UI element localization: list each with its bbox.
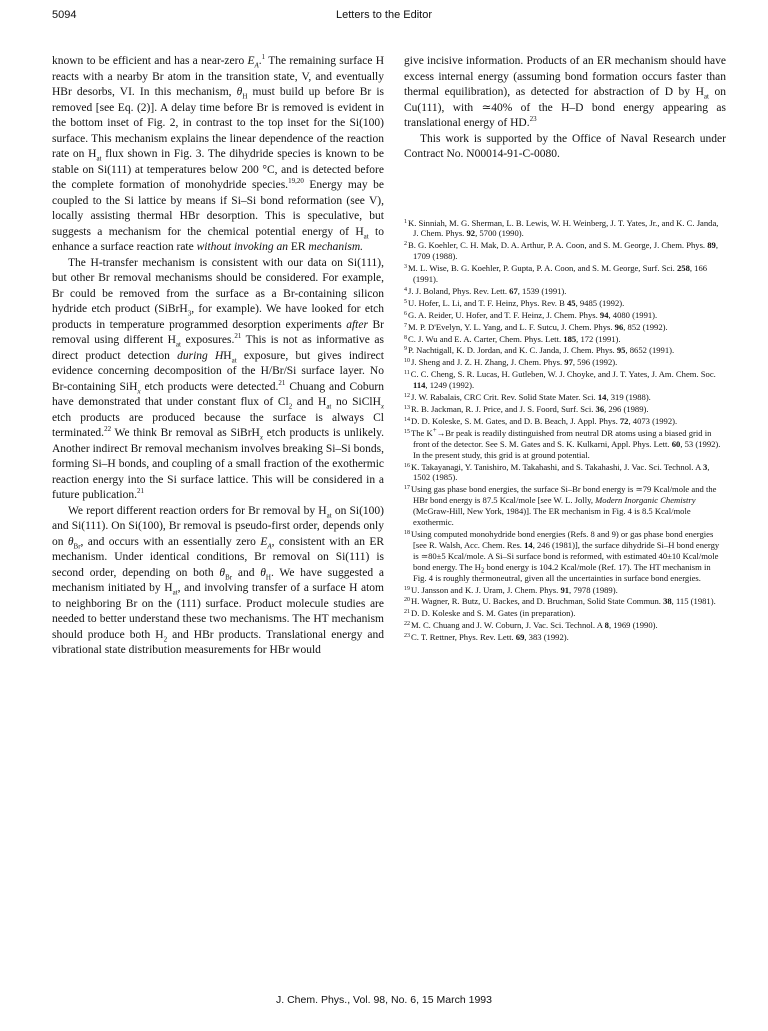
reference-number: 10 (404, 358, 410, 365)
reference-number: 11 (404, 370, 410, 377)
reference-number: 19 (404, 585, 410, 592)
reference-number: 21 (404, 609, 410, 616)
reference-text: M. L. Wise, B. G. Koehler, P. Gupta, P. A. Coon, and S. M. George, Surf. Sci. 258, 166 (1991). (408, 263, 708, 285)
reference-text: K. Takayanagi, Y. Tanishiro, M. Takahashi, and S. Takahashi, J. Vac. Sci. Technol. A 3, 1502 (1985). (411, 461, 710, 483)
reference-item (404, 619, 726, 631)
reference-text: M. C. Chuang and J. W. Coburn, J. Vac. Sci. Technol. A 8, 1969 (1990). (411, 620, 658, 631)
reference-text: J. W. Rabalais, CRC Crit. Rev. Solid State Mater. Sci. 14, 319 (1988). (411, 392, 651, 403)
reference-text: U. Jansson and K. J. Uram, J. Chem. Phys. 91, 7978 (1989). (411, 584, 618, 595)
reference-item (404, 344, 726, 356)
reference-number: 1 (404, 218, 407, 225)
footer-citation: J. Chem. Phys., Vol. 98, No. 6, 15 March 1993 (276, 994, 492, 1006)
reference-number: 13 (404, 405, 410, 411)
reference-number: 17 (404, 485, 410, 492)
reference-text: Using gas phase bond energies, the surface Si–Br bond energy is ≃79 Kcal/mole and the HBr bond energy is 87.5 Kcal/mole [see W. L. Jolly, Modern Inorganic Chemistry (McGraw-Hill, New York, 1984)]. The ER mechanism in Fig. 4 is 8.5 Kcal/mole exothermic. (411, 484, 717, 528)
reference-number: 12 (404, 393, 410, 400)
reference-item (404, 262, 726, 285)
reference-text: J. J. Boland, Phys. Rev. Lett. 67, 1539 (1991). (408, 285, 567, 296)
reference-number: 15 (404, 428, 410, 435)
reference-number: 9 (404, 346, 407, 353)
reference-item (404, 321, 726, 333)
reference-number: 23 (404, 633, 410, 640)
reference-number: 20 (404, 597, 410, 604)
reference-item (404, 427, 726, 461)
reference-item (404, 297, 726, 309)
reference-item (404, 483, 726, 528)
reference-text: D. D. Koleske, S. M. Gates, and D. B. Beach, J. Appl. Phys. 72, 4073 (1992). (411, 415, 678, 426)
reference-item (404, 309, 726, 321)
reference-text: M. P. D'Evelyn, Y. L. Yang, and L. F. Sutcu, J. Chem. Phys. 96, 852 (1992). (408, 321, 668, 332)
reference-number: 3 (404, 264, 407, 271)
reference-text: C. T. Rettner, Phys. Rev. Lett. 69, 383 (1992). (411, 632, 569, 643)
page-header (0, 0, 768, 30)
reference-number: 2 (404, 241, 407, 248)
body-paragraph: The H-transfer mechanism is consistent with our data on Si(111), but other Br removal mechanisms should be considered. For example, Br could be removed from the surface as a Br-containing silicon hydride etch product (SiBrH$_3$, for example). We have looked for etch products in temperature programmed desorption experiments after Br removal using different $H_{at}$ exposures.$^{21}$ This is not as informative as direct product detection during $HH_{at}$ exposure, but gives indirect evidence concerning decomposition of the H/Br/Si surface layer. No Br-containing SiH$_x$ etch products were detected.$^{21}$ Chuang and Coburn have demonstrated that under constant flux of $Cl_2$ and $H_{at}$ no SiClH$_x$ etch products are produced because the surface is always Cl terminated.$^{22}$ We think Br removal as SiBrH$_x$ etch products is unlikely. Another indirect Br removal mechanism involves breaking Si–Si bonds, forming Si–H bonds, and coupling of a small fraction of the exothermic reaction energy into the Si surface lattice. This will be considered in a future publication.$^{21}$ (52, 256, 385, 501)
reference-item (404, 415, 726, 427)
reference-item (404, 239, 726, 262)
reference-number: 14 (404, 416, 410, 423)
reference-text: U. Hofer, L. Li, and T. F. Heinz, Phys. Rev. B 45, 9485 (1992). (408, 297, 625, 308)
reference-number: 7 (404, 322, 407, 329)
body-paragraph: known to be efficient and has a near-zero $E_A.^1$ The remaining surface H reacts with a nearby Br atom in the transition state, V, and eventually HBr desorbs, VI. In this mechanism, $\theta_H$ must build up before Br is removed [see Eq. (2)]. A delay time before Br is removed is evident in the bottom inset of Fig. 2, in contrast to the top inset for the Si(100) surface. This mechanism explains the linear dependence of the reaction rate on $H_{at}$ flux shown in Fig. 3. The dihydride species is known to be stable on Si(111) at temperatures below 200 °C, and is detected before the complete formation of monohydride species.$^{19,20}$ Energy may be coupled to the Si lattice by means if Si–Si bond reformation (see V), locally assisting thermal HBr desorption. This is speculative, but suggests a mechanism for the chemical potential energy of $H_{at}$ to enhance a surface reaction rate without invoking an ER mechanism. (52, 53, 385, 253)
reference-item (404, 528, 726, 584)
left-column (52, 54, 384, 659)
reference-list (404, 217, 726, 644)
reference-number: 22 (404, 621, 410, 628)
reference-item (404, 217, 726, 240)
reference-item (404, 461, 726, 484)
reference-text: The K+→Br peak is readily distinguished from neutral DR atoms using a biased grid in front of the detector. See S. M. Gates and S. K. Kulkarni, Appl. Phys. Lett. 60, 53 (1992). In the present study, this grid is at ground potential. (411, 425, 721, 460)
reference-item (404, 333, 726, 345)
reference-text: Using computed monohydride bond energies (Refs. 8 and 9) or gas phase bond energies [see R. Walsh, Acc. Chem. Res. 14, 246 (1981)], the surface dihydride Si–H bond energy is ≃80±5 Kcal/mole. A Si–Si surface bond is reformed, with estimated 40±10 Kcal/mole bond energy. The $H_2$ bond energy is 104.2 Kcal/mole (Ref. 17). The HT mechanism in Fig. 4 is roughly thermoneutral, given all the uncertainties in surface bond energies. (411, 528, 720, 583)
page-number: 5094 (52, 9, 77, 21)
reference-number: 5 (404, 298, 407, 305)
body-paragraph: We report different reaction orders for Br removal by $H_{at}$ on Si(100) and Si(111). On Si(100), Br removal is pseudo-first order, depends only on $\theta_{Br}$, and occurs with an essentially zero $E_A$, consistent with an ER mechanism. Under identical conditions, Br removal on Si(111) is second order, depending on both $\theta_{Br}$ and $\theta_H$. We have suggested a mechanism initiated by $H_{at}$, and involving transfer of a surface H atom to neighboring Br on the (111) surface. Product molecule studies are needed to better understand these two mechanisms. The HT mechanism should produce both $H_2$ and HBr products. Translational energy and vibrational state distribution measurements for HBr would (52, 504, 385, 656)
acknowledgment-paragraph: This work is supported by the Office of Naval Research under Contract No. N00014-91-C-0080. (404, 132, 726, 160)
reference-text: D. D. Koleske and S. M. Gates (in preparation). (411, 608, 576, 619)
reference-text: C. J. Wu and E. A. Carter, Chem. Phys. Lett. 185, 172 (1991). (408, 333, 621, 344)
reference-number: 18 (404, 529, 410, 536)
reference-text: K. Sinniah, M. G. Sherman, L. B. Lewis, W. H. Weinberg, J. T. Yates, Jr., and K. C. Janda, J. Chem. Phys. 92, 5700 (1990). (408, 217, 719, 239)
reference-item (404, 285, 726, 297)
reference-text: B. G. Koehler, C. H. Mak, D. A. Arthur, P. A. Coon, and S. M. George, J. Chem. Phys. 89, 1709 (1988). (408, 240, 718, 262)
running-head: Letters to the Editor (336, 9, 432, 21)
reference-item (404, 403, 726, 415)
reference-text: C. C. Cheng, S. R. Lucas, H. Gutleben, W. J. Choyke, and J. T. Yates, J. Am. Chem. Soc. 114, 1249 (1992). (410, 369, 716, 391)
reference-item (404, 368, 726, 391)
body-paragraph: give incisive information. Products of an ER mechanism should have excess internal energy (assuming bond formation occurs faster than thermal equilibration), as detected for abstraction of D by $H_{at}$ on Cu(111), with ≃40% of the H–D bond energy appearing as translational energy of HD.$^{23}$ (404, 55, 727, 129)
right-column (404, 54, 726, 643)
reference-text: H. Wagner, R. Butz, U. Backes, and D. Bruchman, Solid State Commun. 38, 115 (1981). (411, 596, 716, 607)
reference-number: 6 (404, 310, 407, 317)
reference-text: G. A. Reider, U. Hofer, and T. F. Heinz, J. Chem. Phys. 94, 4080 (1991). (408, 309, 658, 320)
reference-text: P. Nachtigall, K. D. Jordan, and K. C. Janda, J. Chem. Phys. 95, 8652 (1991). (408, 345, 675, 356)
reference-text: J. Sheng and J. Z. H. Zhang, J. Chem. Phys. 97, 596 (1992). (411, 357, 618, 368)
reference-number: 4 (404, 286, 407, 293)
reference-item (404, 595, 726, 607)
reference-item (404, 391, 726, 403)
reference-text: R. B. Jackman, R. J. Price, and J. S. Foord, Surf. Sci. 36, 296 (1989). (411, 404, 649, 414)
reference-number: 16 (404, 462, 410, 469)
reference-number: 8 (404, 334, 407, 341)
reference-item (404, 607, 726, 619)
reference-item (404, 356, 726, 368)
reference-item (404, 584, 726, 596)
reference-item (404, 631, 726, 643)
